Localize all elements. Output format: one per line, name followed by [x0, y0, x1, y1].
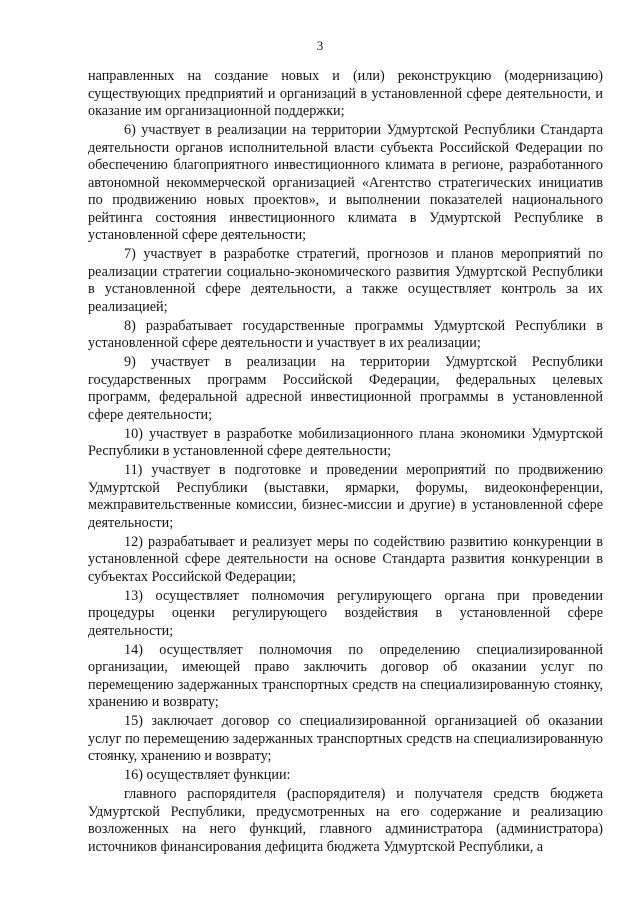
paragraph: 13) осуществляет полномочия регулирующего органа при проведении процедуры оценки регулирующего воздействия в установленной сфере деятельности;: [88, 587, 603, 639]
paragraph: 10) участвует в разработке мобилизационного плана экономики Удмуртской Республики в установленной сфере деятельности;: [88, 425, 603, 459]
paragraph: 7) участвует в разработке стратегий, прогнозов и планов мероприятий по реализации стратегии социально-экономического развития Удмуртской Республики в установленной сфере деятельности, а также осуществляет контроль за их реализацией;: [88, 246, 603, 315]
page-number: 3: [316, 38, 324, 53]
paragraph: направленных на создание новых и (или) реконструкцию (модернизацию) существующих предприятий и организаций в установленной сфере деятельности, и оказание им организационной поддержки;: [88, 68, 603, 119]
paragraph: 14) осуществляет полномочия по определению специализированной организации, имеющей право заключить договор об оказании услуг по перемещению задержанных транспортных средств на специализированную стоянку, хранению и возврату;: [88, 641, 603, 710]
paragraph: 12) разрабатывает и реализует меры по содействию развитию конкуренции в установленной сфере деятельности на основе Стандарта развития конкуренции в субъектах Российской Федерации;: [88, 533, 603, 585]
document-body: [88, 68, 603, 858]
paragraph: 6) участвует в реализации на территории Удмуртской Республики Стандарта деятельности органов исполнительной власти субъекта Российской Федерации по обеспечению благоприятного инвестиционного климата в регионе, разработанного автономной некоммерческой организацией «Агентство стратегических инициатив по продвижению новых проектов», и выполнении показателей национального рейтинга состояния инвестиционного климата в Удмуртской Республике в установленной сфере деятельности;: [88, 122, 603, 243]
paragraph: 11) участвует в подготовке и проведении мероприятий по продвижению Удмуртской Республики (выставки, ярмарки, форумы, видеоконференции, межправительственные комиссии, бизнес-миссии и другие) в установленной сфере деятельности;: [88, 462, 603, 531]
paragraph: 15) заключает договор со специализированной организацией об оказании услуг по перемещению задержанных транспортных средств на специализированную стоянку, хранению и возврату;: [88, 713, 603, 764]
paragraph: 9) участвует в реализации на территории Удмуртской Республики государственных программ Российской Федерации, федеральных целевых программ, федеральной адресной инвестиционной программы в установленной сфере деятельности;: [88, 354, 603, 423]
paragraph: 16) осуществляет функции:: [124, 767, 291, 783]
paragraph: главного распорядителя (распорядителя) и получателя средств бюджета Удмуртской Республики, предусмотренных на его содержание и реализацию возложенных на него функций, главного администратора (администратора) источников финансирования дефицита бюджета Удмуртской Республики, а: [88, 786, 603, 855]
paragraph: 8) разрабатывает государственные программы Удмуртской Республики в установленной сфере деятельности и участвует в их реализации;: [88, 317, 603, 351]
